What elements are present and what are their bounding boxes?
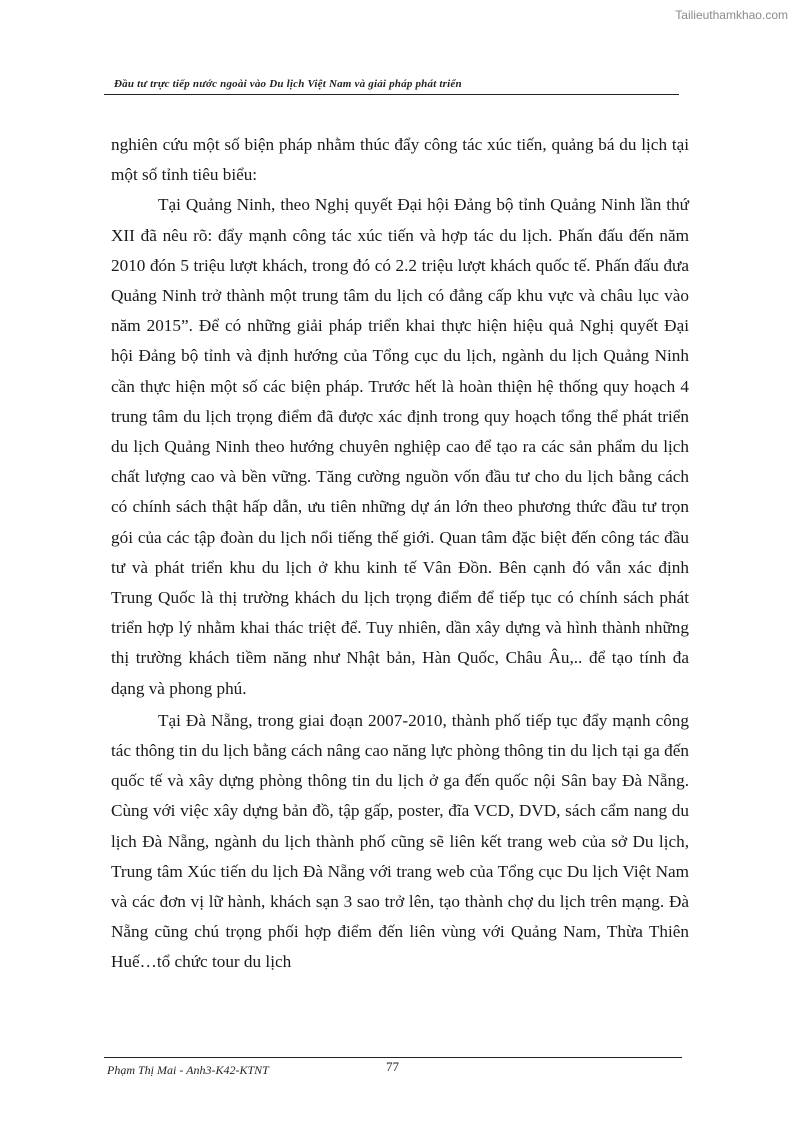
page-number: 77	[386, 1059, 399, 1074]
header-divider	[104, 94, 679, 95]
paragraph-quang-ninh: Tại Quảng Ninh, theo Nghị quyết Đại hội Đảng bộ tỉnh Quảng Ninh lần thứ XII đã nêu rõ: đẩy mạnh công tác xúc tiến và hợp tác du lịch. Phấn đấu đến năm 2010 đón 5 triệu lượt khách, trong đó có 2.2 triệu lượt khách quốc tế. Phấn đấu đưa Quảng Ninh trở thành một trung tâm du lịch có đẳng cấp khu vực và châu lục vào năm 2015”. Để có những giải pháp triển khai thực hiện hiệu quả Nghị quyết Đại hội Đảng bộ tỉnh và định hướng của Tổng cục du lịch, ngành du lịch Quảng Ninh cần thực hiện một số các biện pháp. Trước hết là hoàn thiện hệ thống quy hoạch 4 trung tâm du lịch trọng điểm đã được xác định trong quy hoạch tổng thể phát triển du lịch Quảng Ninh theo hướng chuyên nghiệp cao để tạo ra các sản phẩm du lịch chất lượng cao và bền vững. Tăng cường nguồn vốn đầu tư cho du lịch bằng cách có chính sách thật hấp dẫn, ưu tiên những dự án lớn theo phương thức đầu tư trọn gói của các tập đoàn du lịch nổi tiếng thế giới. Quan tâm đặc biệt đến công tác đầu tư và phát triển khu du lịch ở khu kinh tế Vân Đồn. Bên cạnh đó vẫn xác định Trung Quốc là thị trường khách du lịch trọng điểm để tiếp tục có chính sách phát triển hợp lý nhằm khai thác triệt để. Tuy nhiên, dần xây dựng và hình thành những thị trường khách tiềm năng như Nhật bản, Hàn Quốc, Châu Âu,.. để tạo tính đa dạng và phong phú.	[111, 195, 689, 698]
running-header: Đầu tư trực tiếp nước ngoài vào Du lịch Việt Nam và giải pháp phát triển	[114, 78, 462, 90]
footer-author: Phạm Thị Mai - Anh3-K42-KTNT	[107, 1063, 269, 1077]
watermark-text: Tailieuthamkhao.com	[675, 8, 788, 22]
document-body	[111, 130, 689, 978]
paragraph-da-nang: Tại Đà Nẵng, trong giai đoạn 2007-2010, thành phố tiếp tục đẩy mạnh công tác thông tin du lịch bằng cách nâng cao năng lực phòng thông tin du lịch tại ga đến quốc tế và xây dựng phòng thông tin du lịch ở ga đến quốc nội Sân bay Đà Nẵng. Cùng với việc xây dựng bản đồ, tập gấp, poster, đĩa VCD, DVD, sách cẩm nang du lịch Đà Nẵng, ngành du lịch thành phố cũng sẽ liên kết trang web của sở Du lịch, Trung tâm Xúc tiến du lịch Đà Nẵng với trang web của Tổng cục Du lịch Việt Nam và các đơn vị lữ hành, khách sạn 3 sao trở lên, tạo thành chợ du lịch trên mạng. Đà Nẵng cũng chú trọng phối hợp điểm đến liên vùng với Quảng Nam, Thừa Thiên Huế…tổ chức tour du lịch	[111, 710, 689, 972]
footer-divider	[104, 1057, 682, 1058]
paragraph-continuation: nghiên cứu một số biện pháp nhằm thúc đẩy công tác xúc tiến, quảng bá du lịch tại một số tỉnh tiêu biểu:	[111, 135, 689, 185]
